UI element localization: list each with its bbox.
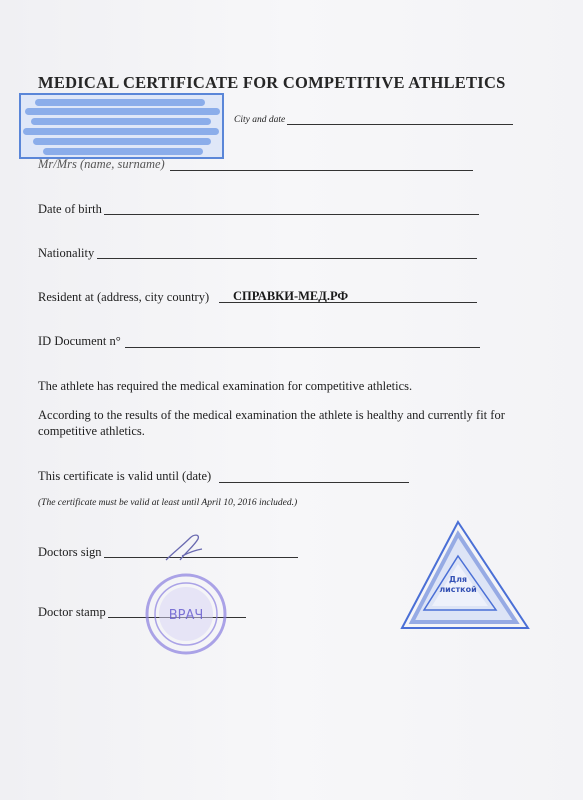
triangle-stamp-text-2: листкой (439, 585, 477, 594)
redacted-header-block (19, 93, 224, 159)
doctors-sign-label: Doctors sign (38, 545, 102, 559)
statement-result: According to the results of the medical examination the athlete is healthy and currently fit for competitive athletics. (38, 408, 505, 438)
validity-label: This certificate is valid until (date) (38, 469, 212, 483)
id-document-line (125, 347, 480, 348)
signature-scribble (160, 530, 210, 566)
round-stamp-text: ВРАЧ (168, 608, 204, 623)
city-date-line (287, 124, 513, 125)
name-line (170, 170, 473, 171)
nationality-line (97, 258, 477, 259)
nationality-label: Nationality (38, 246, 95, 260)
page-title: MEDICAL CERTIFICATE FOR COMPETITIVE ATHLETICS (38, 73, 506, 92)
id-document-label: ID Document n° (38, 334, 121, 348)
resident-value: СПРАВКИ-МЕД.РФ (233, 289, 349, 303)
validity-note: (The certificate must be valid at least until April 10, 2016 included.) (38, 498, 298, 508)
triangle-stamp-icon (398, 518, 532, 634)
dob-line (104, 214, 479, 215)
name-label: Mr/Mrs (name, surname) (38, 157, 165, 171)
round-stamp-icon (144, 572, 228, 656)
validity-line (219, 482, 409, 483)
triangle-stamp-text-1: Для (448, 575, 468, 584)
dob-label: Date of birth (38, 202, 102, 216)
doctor-stamp-label: Doctor stamp (38, 605, 106, 619)
statement-requested: The athlete has required the medical examination for competitive athletics. (38, 379, 413, 393)
resident-label: Resident at (address, city country) (38, 290, 210, 304)
city-date-label: City and date (234, 115, 286, 125)
